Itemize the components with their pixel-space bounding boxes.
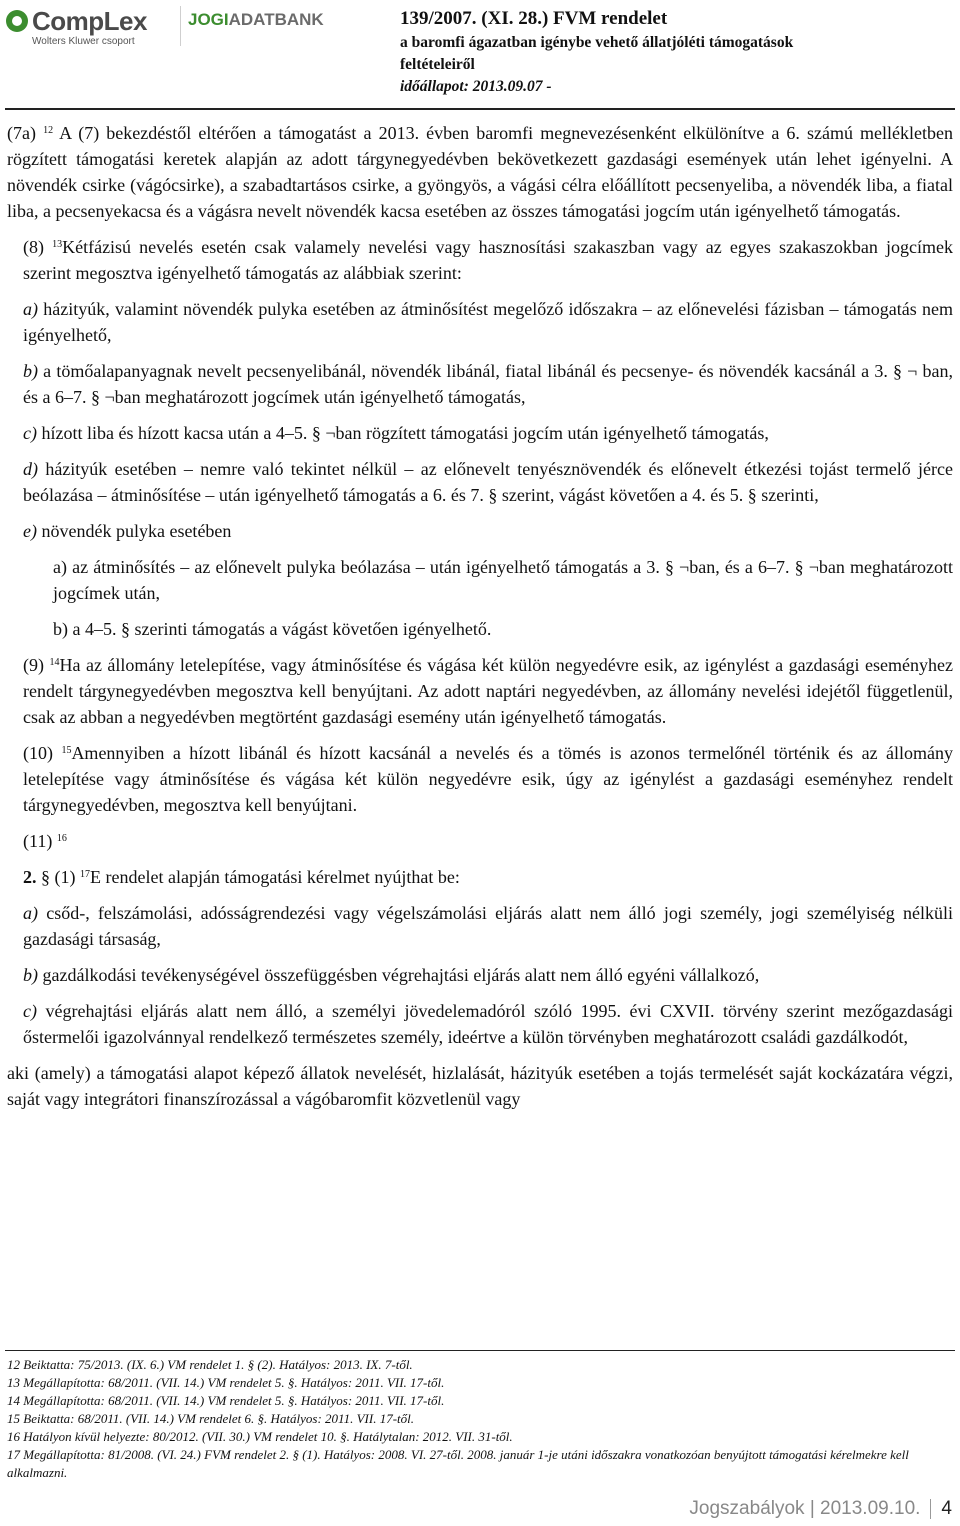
point-a	[7, 296, 953, 348]
point-text: hízott liba és hízott kacsa után a 4–5. § ¬ban rögzített támogatási jogcím után igényelhető támogatás,	[36, 423, 769, 443]
footnote-ref-17[interactable]: 17	[80, 869, 90, 880]
point-text: csőd-, felszámolási, adósságrendezési vagy végelszámolási eljárás alatt nem álló jogi személy, jogi személyiség nélküli gazdasági társaság,	[23, 903, 953, 949]
point-b	[7, 358, 953, 410]
point-label: b)	[23, 361, 38, 381]
point-c	[7, 420, 953, 446]
point-text: végrehajtási eljárás alatt nem álló, a személyi jövedelemadóról szóló 1995. évi CXVII. törvény szerint mezőgazdasági őstermelői igazolvánnyal rendelkező természetes személy, ideértve a külön törvényben meghatározott családi gazdálkodót,	[23, 1001, 953, 1047]
point-e-a	[7, 554, 953, 606]
jogi-logo-part1: JOGI	[188, 10, 229, 29]
section-2-point-a	[7, 900, 953, 952]
logo-divider	[180, 6, 181, 46]
complex-logo-mark-icon	[6, 10, 28, 32]
point-label: c)	[23, 1001, 37, 1021]
point-text: növendék pulyka esetében	[36, 521, 232, 541]
header-rule	[5, 108, 955, 110]
para-lead: (8)	[23, 237, 53, 257]
footnote-14: 14 Megállapította: 68/2011. (VII. 14.) VM rendelet 5. §. Hatályos: 2011. VII. 17-től.	[7, 1393, 445, 1408]
point-label: e)	[23, 521, 37, 541]
document-body	[7, 120, 953, 1122]
document-subtitle-line1: a baromfi ágazatban igénybe vehető állatjóléti támogatások	[400, 34, 794, 51]
para-lead: § (1)	[36, 867, 80, 887]
footnote-16: 16 Hatályon kívül helyezte: 80/2012. (VII. 30.) VM rendelet 10. §. Hatálytalan: 2012. VII. 31-től.	[7, 1429, 513, 1444]
para-text: E rendelet alapján támogatási kérelmet nyújthat be:	[90, 867, 460, 887]
page-footer	[689, 1498, 952, 1520]
section-number: 2.	[23, 867, 37, 887]
point-e	[7, 518, 953, 544]
footnote-13: 13 Megállapította: 68/2011. (VII. 14.) VM rendelet 5. §. Hatályos: 2011. VII. 17-től.	[7, 1375, 445, 1390]
point-text: házityúk, valamint növendék pulyka esetében az átminősítést megelőző időszakra – az előnevelési fázisban – támogatás nem igényelhető,	[23, 299, 953, 345]
para-lead: (7a)	[7, 123, 44, 143]
footnote-ref-15[interactable]: 15	[61, 745, 72, 756]
point-text: gazdálkodási tevékenységével összefüggésben végrehajtási eljárás alatt nem álló egyéni vállalkozó,	[38, 965, 760, 985]
point-label: d)	[23, 459, 38, 479]
subpoint-text: a) az átminősítés – az előnevelt pulyka beólazása – után igényelhető támogatás a 3. § ¬ban, és a 6–7. § ¬ban meghatározott jogcímek után,	[53, 557, 953, 603]
point-label: a)	[23, 299, 38, 319]
footnote-17: 17 Megállapította: 81/2008. (VI. 24.) FVM rendelet 2. § (1). Hatályos: 2008. VI. 27-től. 2008. január 1-je utáni időszakra vonatkozóan benyújtott támogatási kérelmekre kell alkalmazni.	[7, 1447, 909, 1480]
footnote-rule	[5, 1350, 955, 1351]
para-lead: (9)	[23, 655, 50, 675]
paragraph-7a	[7, 120, 953, 224]
complex-logo	[6, 4, 166, 50]
paragraph-10	[7, 740, 953, 818]
point-label: a)	[23, 903, 38, 923]
footer-label: Jogszabályok | 2013.09.10.	[689, 1498, 921, 1519]
para-lead: (11)	[23, 831, 57, 851]
para-lead: (10)	[23, 743, 62, 763]
page-number: 4	[941, 1498, 952, 1519]
point-d	[7, 456, 953, 508]
document-title: 139/2007. (XI. 28.) FVM rendelet	[400, 8, 668, 29]
paragraph-9	[7, 652, 953, 730]
section-2-point-c	[7, 998, 953, 1050]
footer-divider	[930, 1499, 931, 1519]
para-text: Ha az állomány letelepítése, vagy átminősítése és vágása két külön negyedévre esik, az igénylést a gazdasági eseményhez rendelt tárgynegyedévben megosztva kell benyújtani. Az adott naptári negyedévben, az állomány nevelési idejétől függetlenül, csak az abban a negyedévben megtörtént gazdasági esemény után igényelhető támogatás.	[23, 655, 953, 727]
paragraph-11	[7, 828, 953, 854]
complex-logo-subtitle: Wolters Kluwer csoport	[32, 36, 135, 47]
subpoint-text: b) a 4–5. § szerinti támogatás a vágást követően igényelhető.	[53, 619, 492, 639]
point-text: házityúk esetében – nemre való tekintet nélkül – az előnevelt tenyésznövendék és előnevelt étkezési tojást termelő jérce beólazása – átminősítése – után igényelhető támogatás a 6. és 7. § szerint, vágást követően a 4. és 5. § szerinti,	[23, 459, 953, 505]
para-text: A (7) bekezdéstől eltérően a támogatást a 2013. évben baromfi megnevezésenként elkülönítve a 6. számú mellékletben rögzített támogatási keretek alapján az adott tárgynegyedévben bekövetkezett gazdasági események után lehet igényelni. A növendék csirke (vágócsirke), a szabadtartásos csirke, a gyöngyös, a vágási célra előállított pecsenyeliba, a növendék liba, a fiatal liba, a pecsenyekacsa és a vágásra nevelt növendék kacsa esetében az összes támogatási jogcím után igényelhető támogatás.	[7, 123, 953, 221]
document-subtitle-line2: feltételeiről	[400, 56, 475, 73]
document-title-block	[400, 6, 940, 98]
point-text: a tömőalapanyagnak nevelt pecsenyelibánál, növendék libánál, fiatal libánál és pecsenye- és növendék kacsánál a 3. § ¬ ban, és a 6–7. § ¬ban meghatározott jogcímek után igényelhető támogatás,	[23, 361, 953, 407]
footnote-ref-12[interactable]: 12	[43, 125, 54, 136]
complex-logo-name: CompLex	[32, 6, 147, 36]
jogi-adatbank-logo	[188, 10, 324, 30]
footnotes	[7, 1356, 953, 1482]
footnote-12: 12 Beiktatta: 75/2013. (IX. 6.) VM rendelet 1. § (2). Hatályos: 2013. IX. 7-től.	[7, 1357, 413, 1372]
footnote-15: 15 Beiktatta: 68/2011. (VII. 14.) VM rendelet 6. §. Hatályos: 2011. VII. 17-től.	[7, 1411, 414, 1426]
section-2-point-b	[7, 962, 953, 988]
para-text: Amennyiben a hízott libánál és hízott kacsánál a nevelés és a tömés is azonos termelőnél történik és az állomány letelepítése vagy átminősítése és vágása két külön negyedévre esik, úgy az igénylést a gazdasági eseményhez rendelt tárgynegyedévben, megosztva kell benyújtani.	[23, 743, 953, 815]
paragraph-8	[7, 234, 953, 286]
point-label: b)	[23, 965, 38, 985]
para-text: aki (amely) a támogatási alapot képező állatok nevelését, hizlalását, házityúk esetében a tojás termelését saját kockázatára végzi, saját vagy integrátori finanszírozással a vágóbaromfit közvetlenül vagy	[7, 1063, 953, 1109]
section-2-tail	[7, 1060, 953, 1112]
document-status: időállapot: 2013.09.07 -	[400, 78, 552, 95]
footnote-ref-13[interactable]: 13	[52, 239, 63, 250]
footnote-ref-16[interactable]: 16	[56, 833, 67, 844]
page-header	[0, 0, 960, 112]
section-2-1	[7, 864, 953, 890]
point-e-b	[7, 616, 953, 642]
point-label: c)	[23, 423, 37, 443]
footnote-ref-14[interactable]: 14	[49, 657, 60, 668]
para-text: Kétfázisú nevelés esetén csak valamely nevelési vagy hasznosítási szakaszban vagy az egyes szakaszokban jogcímek szerint megosztva igényelhető támogatás az alábbiak szerint:	[23, 237, 953, 283]
jogi-logo-part2: ADATBANK	[228, 10, 324, 29]
